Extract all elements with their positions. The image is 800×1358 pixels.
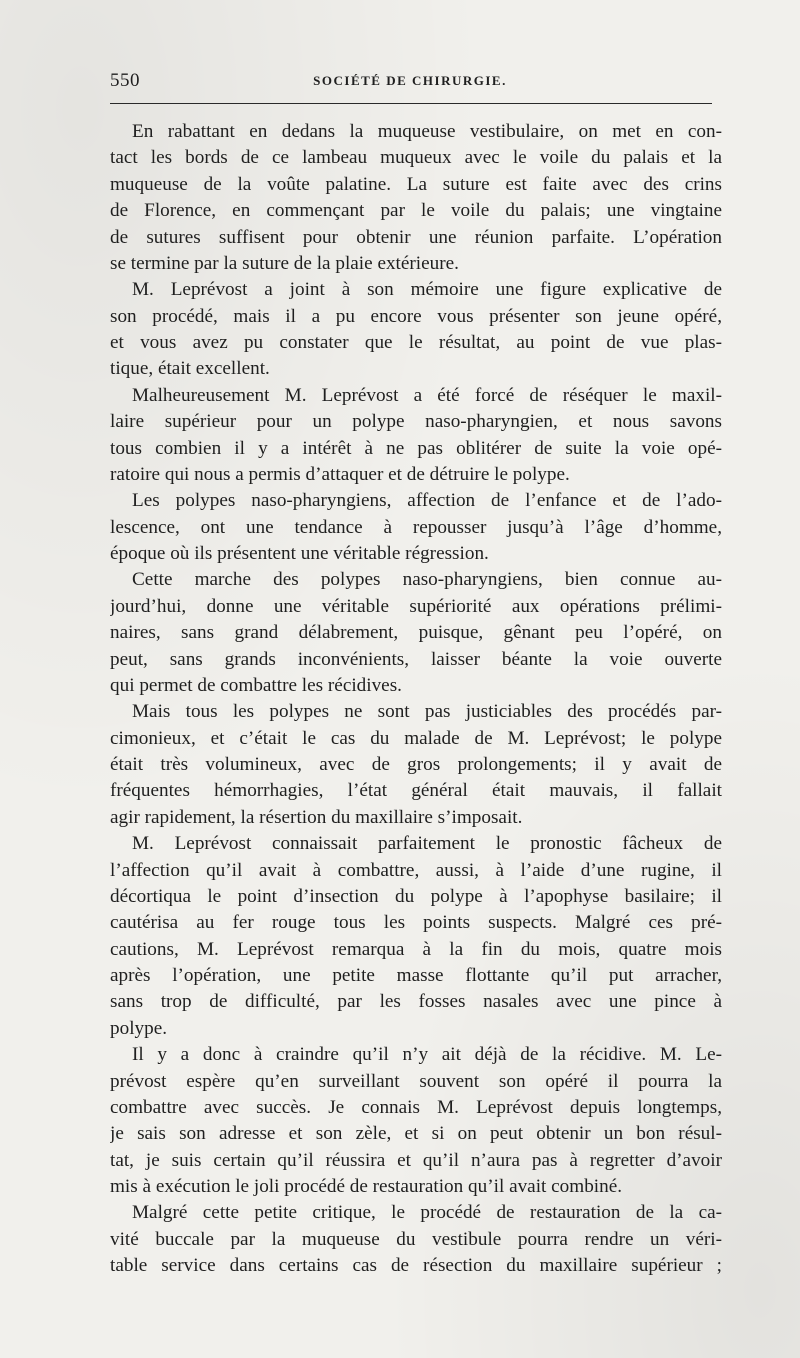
text-line: naires, sans grand délabrement, puisque, gênant peu l’opéré, on [110,622,722,644]
text-line: prévost espère qu’en surveillant souvent son opéré il pourra la [110,1070,722,1092]
text-line: agir rapidement, la résertion du maxillaire s’imposait. [110,806,523,828]
text-line: lescence, ont une tendance à repousser jusqu’à l’âge d’homme, [110,516,722,538]
text-line: cimonieux, et c’était le cas du malade de M. Leprévost; le polype [110,727,722,749]
text-line: polype. [110,1017,168,1039]
text-line: tat, je suis certain qu’il réussira et qu’il n’aura pas à regretter d’avoir [110,1149,722,1171]
text-line: M. Leprévost connaissait parfaitement le pronostic fâcheux de [132,833,722,855]
text-line: époque où ils présentent une véritable régression. [110,543,489,564]
running-head: SOCIÉTÉ DE CHIRURGIE. [313,73,507,88]
text-line: tact les bords de ce lambeau muqueux avec le voile du palais et la [110,147,722,169]
text-line: qui permet de combattre les récidives. [110,674,402,696]
text-line: ratoire qui nous a permis d’attaquer et de détruire le polype. [110,463,570,485]
text-line: muqueuse de la voûte palatine. La suture est faite avec des crins [110,173,722,195]
text-line: Cette marche des polypes naso-pharyngiens, bien connue au- [132,569,722,591]
page-header [110,70,710,98]
text-line: combattre avec succès. Je connais M. Leprévost depuis longtemps, [110,1096,722,1118]
text-line: était très volumineux, avec de gros prolongements; il y avait de [110,754,722,775]
text-line: de sutures suffisent pour obtenir une réunion parfaite. L’opération [110,226,722,248]
text-line: sans trop de difficulté, par les fosses nasales avec une pince à [110,991,722,1013]
text-line: cautérisa au fer rouge tous les points suspects. Malgré ces pré- [110,912,722,934]
header-rule [110,103,712,104]
text-line: Malgré cette petite critique, le procédé de restauration de la ca- [132,1202,722,1224]
text-line: vité buccale par la muqueuse du vestibule pourra rendre un véri- [110,1228,722,1250]
text-line: Malheureusement M. Leprévost a été forcé de réséquer le maxil- [132,384,722,406]
text-line: fréquentes hémorrhagies, l’état général était mauvais, il fallait [110,780,722,802]
text-line: M. Leprévost a joint à son mémoire une figure explicative de [132,279,722,301]
text-line: se termine par la suture de la plaie extérieure. [110,252,459,274]
text-line: Les polypes naso-pharyngiens, affection de l’enfance et de l’ado- [132,490,722,512]
text-line: tique, était excellent. [110,358,270,380]
text-line: tous combien il y a intérêt à ne pas oblitérer de suite la voie opé- [110,437,722,459]
text-line: peut, sans grands inconvénients, laisser béante la voie ouverte [110,648,722,670]
text-line: mis à exécution le joli procédé de restauration qu’il avait combiné. [110,1176,623,1197]
text-line: son procédé, mais il a pu encore vous présenter son jeune opéré, [110,305,722,327]
page-number: 550 [110,70,140,91]
text-line: jourd’hui, donne une véritable supériorité aux opérations prélimi- [110,595,722,617]
text-line: décortiqua le point d’insection du polype à l’apophyse basilaire; il [110,885,722,907]
text-line: et vous avez pu constater que le résultat, au point de vue plas- [110,332,722,353]
text-line: laire supérieur pour un polype naso-pharyngien, et nous savons [110,411,722,433]
text-line: de Florence, en commençant par le voile du palais; une vingtaine [110,200,722,222]
text-line: cautions, M. Leprévost remarqua à la fin du mois, quatre mois [110,938,722,960]
text-line: Il y a donc à craindre qu’il n’y ait déjà de la récidive. M. Le- [132,1044,722,1066]
text-line: après l’opération, une petite masse flottante qu’il put arracher, [110,965,722,986]
text-line: l’affection qu’il avait à combattre, aussi, à l’aide d’une rugine, il [110,859,722,881]
text-line: En rabattant en dedans la muqueuse vestibulaire, on met en con- [132,121,722,142]
body-text [110,119,722,1280]
text-line: table service dans certains cas de résection du maxillaire supérieur ; [110,1255,722,1277]
text-line: Mais tous les polypes ne sont pas justiciables des procédés par- [132,701,722,723]
text-line: je sais son adresse et son zèle, et si on peut obtenir un bon résul- [110,1123,722,1145]
